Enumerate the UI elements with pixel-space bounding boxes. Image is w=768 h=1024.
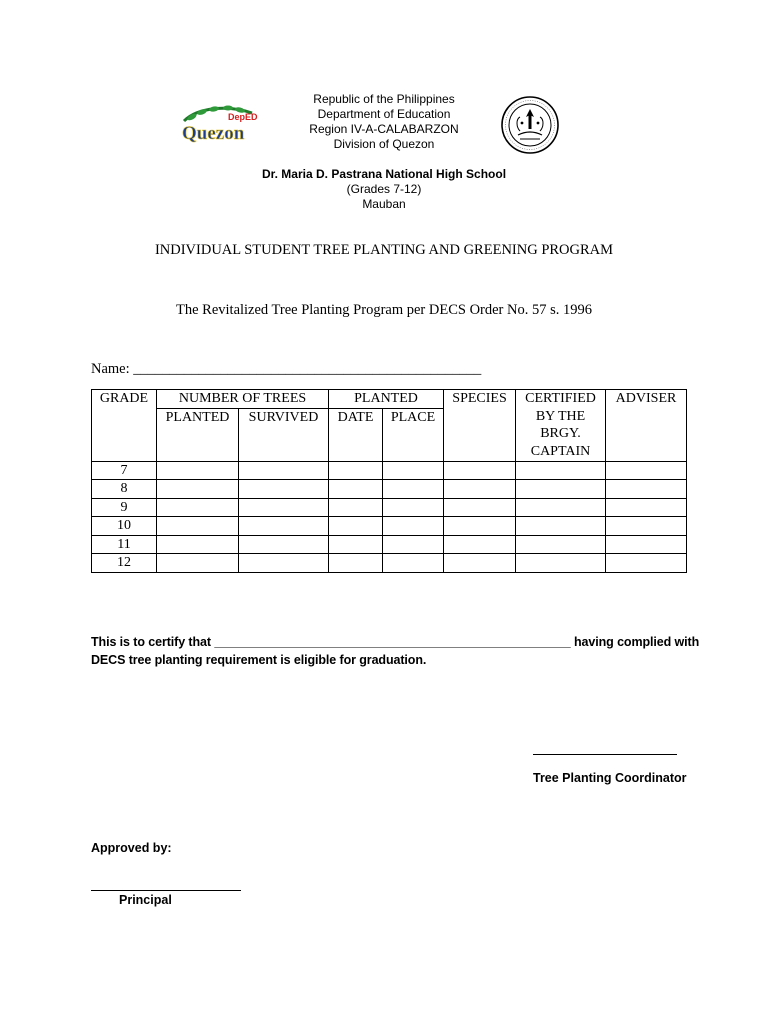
input-cell[interactable] (329, 461, 383, 480)
header-line-region: Region IV-A-CALABARZON (309, 122, 459, 136)
input-cell[interactable] (444, 461, 516, 480)
grade-cell: 7 (92, 461, 157, 480)
table-row (92, 517, 687, 536)
input-cell[interactable] (444, 554, 516, 573)
school-name: Dr. Maria D. Pastrana National High School (261, 167, 507, 181)
input-cell[interactable] (239, 517, 329, 536)
input-cell[interactable] (383, 517, 444, 536)
input-cell[interactable] (444, 535, 516, 554)
header-line-republic: Republic of the Philippines (313, 92, 455, 106)
grade-cell: 12 (92, 554, 157, 573)
coordinator-label: Tree Planting Coordinator (533, 771, 687, 785)
input-cell[interactable] (606, 554, 687, 573)
table-row (92, 461, 687, 480)
grade-cell: 10 (92, 517, 157, 536)
logo-text: Quezon (182, 123, 245, 144)
input-cell[interactable] (157, 498, 239, 517)
table-row (92, 498, 687, 517)
input-cell[interactable] (329, 517, 383, 536)
logo-small-text: DepED (228, 112, 258, 122)
input-cell[interactable] (239, 535, 329, 554)
name-label: Name: (91, 361, 130, 377)
certify-line2: DECS tree planting requirement is eligible for graduation. (91, 653, 427, 667)
certify-blank[interactable]: ____________________________________________________ (214, 635, 571, 649)
input-cell[interactable] (516, 554, 606, 573)
input-cell[interactable] (329, 480, 383, 499)
header-line-division: Division of Quezon (333, 137, 435, 151)
header-planted-group: PLANTED (329, 390, 444, 409)
input-cell[interactable] (606, 461, 687, 480)
input-cell[interactable] (516, 517, 606, 536)
grade-cell: 8 (92, 480, 157, 499)
header-survived: SURVIVED (239, 408, 329, 461)
header-planted: PLANTED (157, 408, 239, 461)
certify-suffix: having complied with (574, 635, 700, 649)
name-field[interactable] (91, 361, 481, 378)
school-seal-icon (500, 95, 560, 155)
school-town: Mauban (362, 197, 406, 211)
name-blank: ________________________________________________ (133, 361, 482, 377)
certification-text (91, 633, 699, 669)
header-date: DATE (329, 408, 383, 461)
approved-by-label: Approved by: (91, 841, 172, 855)
input-cell[interactable] (239, 461, 329, 480)
input-cell[interactable] (329, 535, 383, 554)
input-cell[interactable] (606, 480, 687, 499)
table-row (92, 480, 687, 499)
input-cell[interactable] (239, 498, 329, 517)
coordinator-signature-line[interactable] (533, 754, 677, 755)
grade-cell: 11 (92, 535, 157, 554)
input-cell[interactable] (157, 517, 239, 536)
input-cell[interactable] (329, 498, 383, 517)
school-block (0, 167, 768, 212)
certify-prefix: This is to certify that (91, 635, 211, 649)
input-cell[interactable] (383, 535, 444, 554)
input-cell[interactable] (157, 554, 239, 573)
input-cell[interactable] (606, 498, 687, 517)
input-cell[interactable] (157, 535, 239, 554)
header-place: PLACE (383, 408, 444, 461)
input-cell[interactable] (606, 535, 687, 554)
input-cell[interactable] (444, 498, 516, 517)
document-title: INDIVIDUAL STUDENT TREE PLANTING AND GREENING PROGRAM (154, 242, 614, 258)
input-cell[interactable] (516, 498, 606, 517)
input-cell[interactable] (516, 535, 606, 554)
header-line-department: Department of Education (317, 107, 451, 121)
table-row (92, 554, 687, 573)
header-number-of-trees: NUMBER OF TREES (157, 390, 329, 409)
table-row (92, 535, 687, 554)
principal-signature-line[interactable] (91, 890, 241, 891)
header-block (0, 92, 768, 152)
input-cell[interactable] (383, 498, 444, 517)
input-cell[interactable] (516, 461, 606, 480)
input-cell[interactable] (383, 461, 444, 480)
tree-planting-table (91, 389, 687, 573)
input-cell[interactable] (444, 517, 516, 536)
grade-cell: 9 (92, 498, 157, 517)
input-cell[interactable] (606, 517, 687, 536)
input-cell[interactable] (157, 480, 239, 499)
input-cell[interactable] (383, 480, 444, 499)
input-cell[interactable] (444, 480, 516, 499)
header-certified: CERTIFIED BY THE BRGY. CAPTAIN (516, 390, 606, 462)
input-cell[interactable] (383, 554, 444, 573)
document-subtitle: The Revitalized Tree Planting Program per DECS Order No. 57 s. 1996 (175, 302, 592, 318)
input-cell[interactable] (329, 554, 383, 573)
input-cell[interactable] (157, 461, 239, 480)
input-cell[interactable] (239, 480, 329, 499)
input-cell[interactable] (239, 554, 329, 573)
header-grade: GRADE (92, 390, 157, 462)
header-species: SPECIES (444, 390, 516, 462)
school-grades: (Grades 7-12) (346, 182, 422, 196)
principal-label: Principal (119, 893, 172, 907)
input-cell[interactable] (516, 480, 606, 499)
header-adviser: ADVISER (606, 390, 687, 462)
